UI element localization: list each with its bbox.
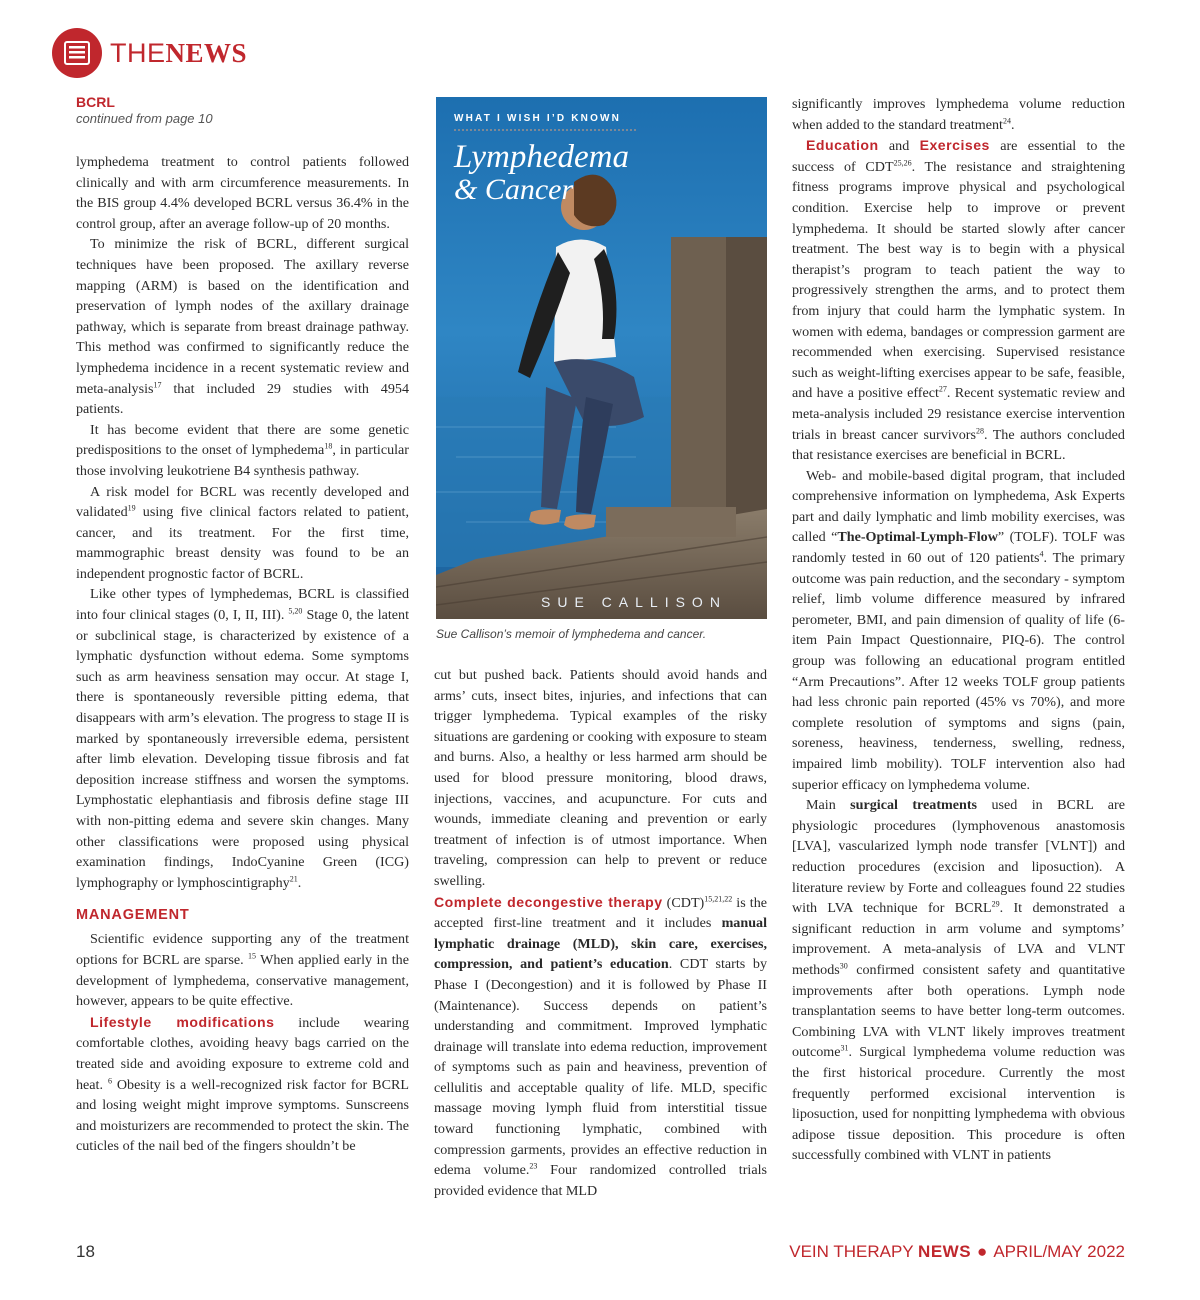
article-column-1 bbox=[76, 152, 409, 1157]
cover-title-line2: & Cancer bbox=[454, 173, 574, 206]
magazine-footer bbox=[789, 1242, 1125, 1262]
bold-text: The-Optimal-Lymph-Flow bbox=[837, 529, 998, 546]
paragraph-text: A risk model for BCRL was recently developed and validated bbox=[76, 483, 409, 521]
inline-heading: Complete decongestive therapy bbox=[434, 893, 663, 910]
citation: 28 bbox=[975, 425, 984, 435]
citation: 15,21,22 bbox=[704, 893, 733, 903]
section-heading-management: MANAGEMENT bbox=[76, 907, 190, 924]
paragraph bbox=[434, 665, 767, 892]
citation: 31 bbox=[840, 1043, 849, 1053]
paragraph bbox=[434, 892, 767, 1202]
magazine-name-news: NEWS bbox=[918, 1242, 972, 1261]
paragraph-text: (CDT) bbox=[662, 894, 705, 911]
paragraph-text: are essential to the success of CDT bbox=[792, 138, 1125, 175]
citation: 19 bbox=[127, 503, 136, 513]
paragraph-text: cut but pushed back. Patients should avoid hands and arms’ cuts, insect bites, injuries, and infections that can trigger lymphedema. Typical examples of the risky situations are gardening or cooking with exposure to steam and burns. Also, a healthy or less harmed arm should be used for blood pressure monitoring, blood draws, injections, vaccines, and acupuncture. For cuts and wounds, immediate cleaning and prevention or early treatment of infection is of utmost importance. When traveling, compression can help to prevent or reduce swelling. bbox=[434, 667, 767, 889]
bold-text: surgical treatments bbox=[850, 797, 978, 814]
paragraph-text: . Recent systematic review and meta-analysis included 29 resistance exercise intervention trials in breast cancer survivors bbox=[792, 385, 1125, 443]
paragraph-text: confirmed consistent safety and quantitative improvements after both operations. Lymph node transplantation seems to have better long-term outcomes. Combining LVA with VLNT likely improves treatment outcome bbox=[792, 961, 1125, 1061]
paragraph-text: It has become evident that there are some genetic predispositions to the onset of lymphedema bbox=[76, 421, 409, 459]
the-news-logo bbox=[52, 28, 247, 78]
bullet-icon: ● bbox=[977, 1242, 988, 1261]
paragraph-text: . It demonstrated a significant reduction in arm volume and symptoms’ improvement. A meta-analysis of LVA and VLNT methods bbox=[792, 900, 1125, 978]
paragraph-text: Stage 0, the latent or subclinical stage, is characterized by existence of a lymphatic dysfunction without edema. Some symptoms such as arm heaviness sensation may occur. At stage I, there is spontaneously reversible pitting edema, that disappears with arm’s elevation. The progress to stage II is marked by spontaneously irreversible edema, persistent after limb elevation. Developing tissue fibrosis and fat deposition increase stiffness and worsen the symptoms. Lymphostatic elephantiasis and fibrosis define stage III with non-pitting edema and severe skin changes. Many other classifications were proposed using physical examination findings, IndoCyanine Green (ICG) lymphography or lymphoscintigraphy bbox=[76, 607, 410, 891]
paragraph bbox=[76, 929, 409, 1011]
citation: 24 bbox=[1002, 115, 1011, 125]
paragraph bbox=[792, 94, 1125, 135]
paragraph-text: Obesity is a well-recognized risk factor for BCRL and losing weight might improve symptoms. Sunscreens and moisturizers are recommended to protect the skin. The cuticles of the nail bed of the fingers shouldn’t be bbox=[76, 1076, 409, 1155]
citation: 30 bbox=[839, 961, 848, 971]
paragraph-text: Like other types of lymphedemas, BCRL is classified into four clinical stages (0, I, II, III). bbox=[76, 586, 409, 624]
bold-text: manual lymphatic drainage (MLD), skin care, exercises, compression, and patient’s education bbox=[434, 915, 767, 973]
inline-heading: Education bbox=[806, 137, 879, 154]
citation: 4 bbox=[1039, 549, 1044, 559]
paragraph-text: . The authors concluded that resistance exercises are beneficial in BCRL. bbox=[792, 426, 1125, 464]
article-column-2 bbox=[434, 665, 767, 1201]
paragraph-text: To minimize the risk of BCRL, different surgical techniques have been proposed. The axillary reverse mapping (ARM) is based on the identification and preservation of lymph nodes of the axillary drainage pathway, which is separate from breast drainage pathway. This method was confirmed to significantly reduce the lymphedema incidence in a recent systematic review and meta-analysis bbox=[76, 236, 409, 397]
paragraph-text: When applied early in the development of lymphedema, conservative management, however, appears to be quite effective. bbox=[76, 951, 409, 1010]
paragraph bbox=[76, 234, 409, 419]
logo-the: THE bbox=[110, 37, 166, 68]
continued-from-link[interactable]: continued from page 10 bbox=[76, 111, 213, 126]
inline-heading: Exercises bbox=[919, 137, 990, 154]
news-logo-icon bbox=[52, 28, 102, 78]
page-number: 18 bbox=[76, 1242, 95, 1261]
paragraph-text: is the accepted first-line treatment and it includes bbox=[434, 894, 767, 932]
paragraph-text: used in BCRL are physiologic procedures (lymphovenous anastomosis [LVA], vascularized lymph node transfer [VLNT]) and reduction procedures (excision and liposuction). A literature review by Forte and colleagues found 22 studies with LVA technique for BCRL bbox=[792, 797, 1125, 917]
paragraph bbox=[76, 1012, 409, 1157]
paragraph-text: significantly improves lymphedema volume reduction when added to the standard treatment bbox=[792, 96, 1125, 133]
paragraph-text: Four randomized controlled trials provided evidence that MLD bbox=[434, 1162, 767, 1199]
citation: 21 bbox=[289, 874, 298, 884]
paragraph-text: . The primary outcome was pain reduction, and the secondary - symptom relief, limb volume difference measured by infrared perometer, BMI, and pain dimension of quality of life (6-item Pain Impact Questionnaire, PIQ-6). The control group was following an educational program entitled “Arm Precautions”. After 12 weeks TOLF group patients had less chronic pain reported (45% vs 70%), and more complete resolution of symptoms and signs (pain, soreness, heaviness, tenderness, swelling, redness, impaired limb mobility). TOLF intervention also had superior efficacy on lymphedema volume. bbox=[792, 550, 1125, 793]
cover-author: SUE CALLISON bbox=[541, 594, 727, 610]
magazine-name: VEIN THERAPY bbox=[789, 1242, 919, 1261]
paragraph bbox=[792, 135, 1125, 466]
paragraph bbox=[76, 420, 409, 482]
citation: 18 bbox=[324, 441, 333, 451]
paragraph-text: . CDT starts by Phase I (Decongestion) and it is followed by Phase II (Maintenance). Success depends on patient’s understanding and commitment. Improved lymphatic drainage will translate into edema reduction, improvement of symptoms such as pain and heaviness, prevention of cellulitis and acceptable quality of life. MLD, specific massage moving lymph fluid from interstitial tissue toward functioning lymphatic, combined with compression garments, provides an effective reduction in edema volume. bbox=[434, 956, 768, 1179]
citation: 23 bbox=[529, 1161, 538, 1171]
book-cover-image bbox=[436, 97, 767, 619]
paragraph-text: that included 29 studies with 4954 patients. bbox=[76, 380, 409, 418]
paragraph-text: and bbox=[878, 138, 920, 155]
cover-top-line: WHAT I WISH I’D KNOWN bbox=[454, 113, 622, 124]
citation: 15 bbox=[247, 951, 256, 961]
citation: 5,20 bbox=[288, 606, 303, 616]
logo-news: NEWS bbox=[165, 37, 248, 68]
article-column-3 bbox=[792, 94, 1125, 1166]
paragraph bbox=[792, 795, 1125, 1166]
paragraph-text: Web- and mobile-based digital program, that included comprehensive information on lymphedema, Ask Experts part and daily lymphatic and limb mobility exercises, was called “ bbox=[792, 467, 1125, 546]
issue-date: APRIL/MAY 2022 bbox=[993, 1242, 1125, 1261]
paragraph-text: lymphedema treatment to control patients followed clinically and with arm circumference measurements. In the BIS group 4.4% developed BCRL versus 36.4% in the control group, after an average follow-up of 20 months. bbox=[76, 154, 409, 232]
paragraph-text: Scientific evidence supporting any of the treatment options for BCRL are sparse. bbox=[76, 931, 409, 968]
citation: 17 bbox=[153, 379, 162, 389]
citation: 6 bbox=[107, 1075, 112, 1085]
paragraph-text: include wearing comfortable clothes, avoiding heavy bags carried on the treated side and avoiding exposure to extreme cold and heat. bbox=[76, 1014, 409, 1093]
citation: 29 bbox=[991, 899, 1000, 909]
cover-title-line1: Lymphedema bbox=[454, 139, 629, 175]
article-section-label: BCRL bbox=[76, 94, 115, 110]
paragraph-text: using five clinical factors related to patient, cancer, and its treatment. For the first time, mammographic breast density was found to be an independent prognostic factor of BCRL. bbox=[76, 504, 409, 582]
paragraph-text: ” (TOLF). TOLF was randomly tested in 60 out of 120 patients bbox=[792, 529, 1125, 567]
article-kicker bbox=[76, 94, 213, 127]
image-caption: Sue Callison’s memoir of lymphedema and cancer. bbox=[436, 627, 707, 641]
citation: 25,26 bbox=[893, 158, 912, 168]
paragraph bbox=[76, 584, 409, 893]
paragraph-text: . bbox=[297, 874, 302, 891]
paragraph-text: . Surgical lymphedema volume reduction was the first historical procedure. Currently the most frequently performed excisional intervention is liposuction, used for nonpitting lymphedema with obvious adipose tissue deposition. This procedure is often successfully combined with VLNT in patients bbox=[792, 1044, 1125, 1164]
paragraph-text: . The resistance and straightening fitness programs improve physical and psychological condition. Exercise help to improve or prevent lymphedema. It should be started slowly after cancer treatment. The best way is to begin with a physical therapist’s program to teach patient the way to progressively strengthen the arms, and to protect them from injury that could harm the lymphatic system. In women with edema, bandages or compression garment are recommended when exercising. Supervised resistance such as weight-lifting exercises appear to be safe, feasible, and have a positive effect bbox=[792, 158, 1125, 402]
paragraph-text: Main bbox=[806, 797, 851, 814]
paragraph-text: , in particular those involving leukotriene B4 synthesis pathway. bbox=[76, 442, 409, 479]
paragraph-text: . bbox=[1010, 116, 1015, 133]
paragraph bbox=[792, 466, 1125, 796]
paragraph bbox=[76, 152, 409, 234]
citation: 27 bbox=[938, 384, 947, 394]
paragraph bbox=[76, 482, 409, 585]
inline-heading: Lifestyle modifications bbox=[90, 1013, 275, 1030]
logo-wordmark bbox=[110, 38, 247, 69]
